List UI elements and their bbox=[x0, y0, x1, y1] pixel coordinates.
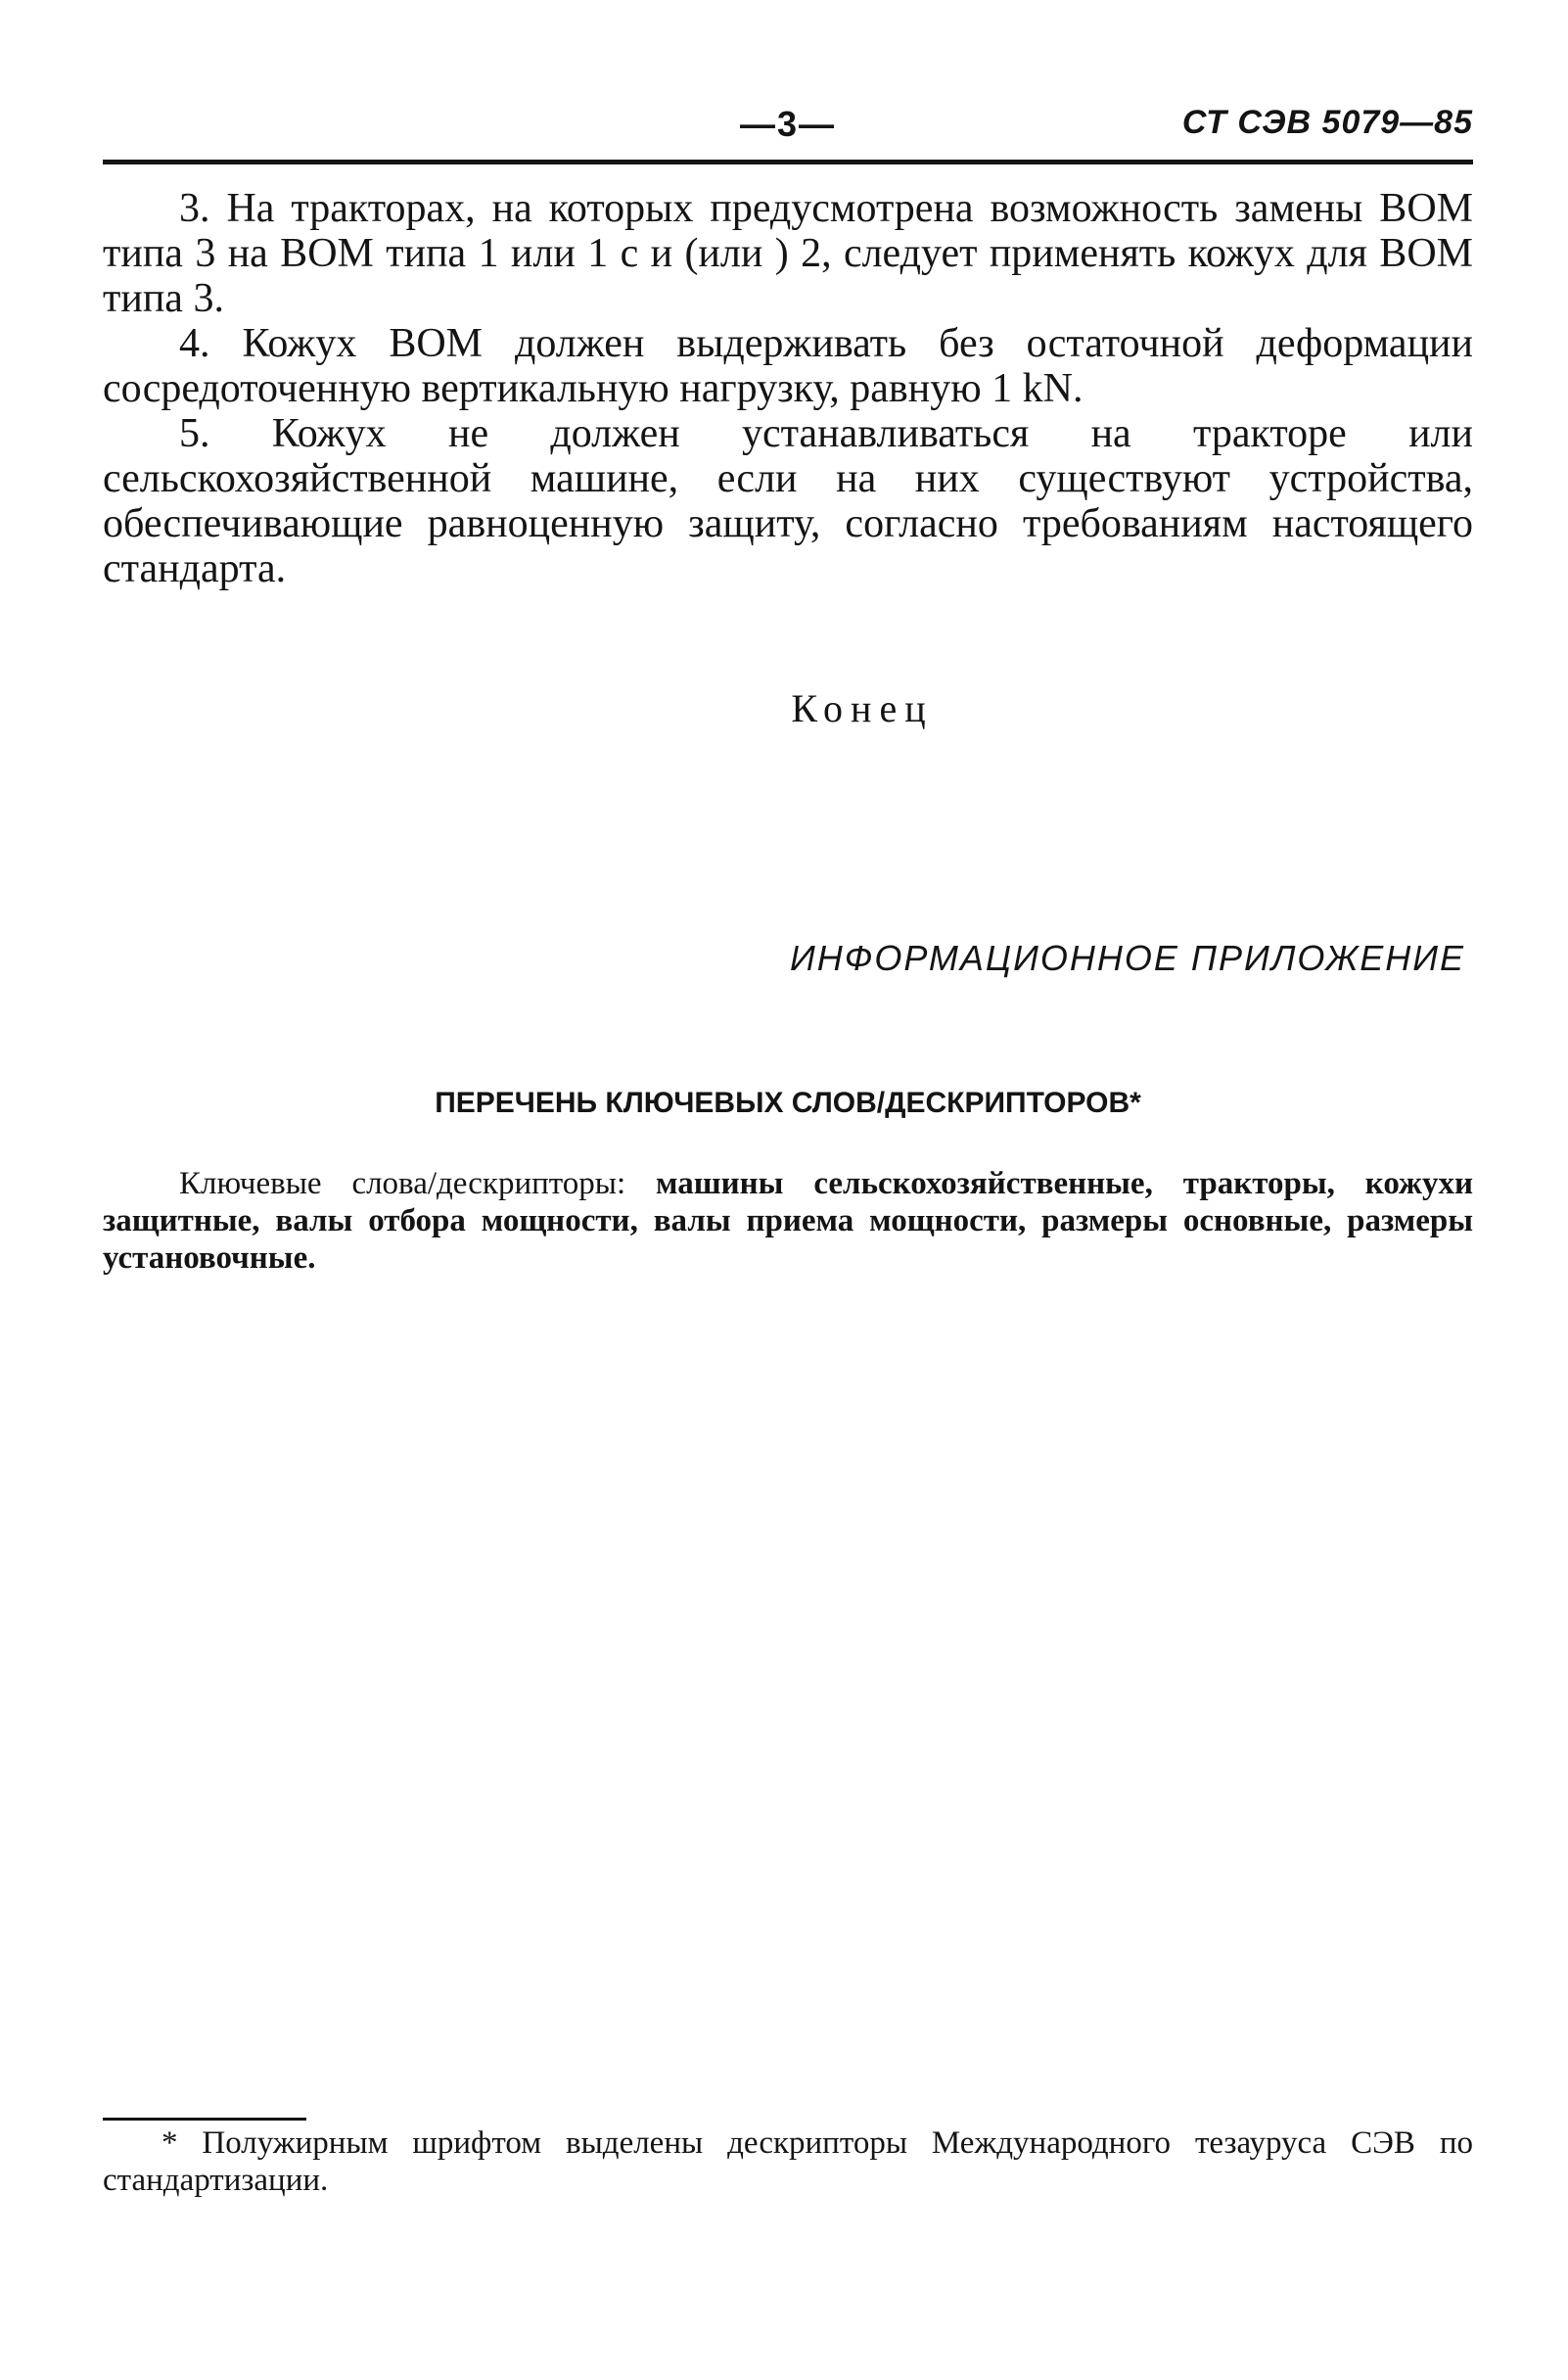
page-number: —3— bbox=[739, 104, 837, 144]
keywords-list: машины сельскохозяйственные, тракторы, кожухи защитные, валы отбора мощности, валы приема мощности, размеры основные, размеры установочные. bbox=[103, 1166, 1473, 1276]
page-header bbox=[103, 98, 1473, 166]
keywords-prefix: Ключевые слова/дескрипторы: bbox=[179, 1166, 657, 1201]
paragraph-4: 4. Кожух ВОМ должен выдерживать без остаточной деформации сосредоточенную вертикальную нагрузку, равную 1 kN. bbox=[103, 321, 1473, 411]
paragraph-3: 3. На тракторах, на которых предусмотрена возможность замены ВОМ типа 3 на ВОМ типа 1 или 1 с и (или ) 2, следует применять кожух для ВОМ типа 3. bbox=[103, 186, 1473, 321]
keywords-title: ПЕРЕЧЕНЬ КЛЮЧЕВЫХ СЛОВ/ДЕСКРИПТОРОВ* bbox=[435, 1087, 1141, 1119]
appendix-label: ИНФОРМАЦИОННОЕ ПРИЛОЖЕНИЕ bbox=[789, 938, 1465, 978]
keywords-paragraph bbox=[103, 1165, 1473, 1277]
standard-code: СТ СЭВ 5079—85 bbox=[1181, 104, 1473, 141]
header-divider bbox=[103, 160, 1473, 164]
paragraph-5: 5. Кожух не должен устанавливаться на тракторе или сельскохозяйственной машине, если на них существуют устройства, обеспечивающие равноценную защиту, согласно требованиям настоящего стандарта. bbox=[103, 411, 1473, 591]
footnote-divider bbox=[103, 2118, 306, 2121]
end-marker: Конец bbox=[791, 686, 934, 730]
footnote: * Полужирным шрифтом выделены дескрипторы Международного тезауруса СЭВ по стандартизации. bbox=[103, 2125, 1473, 2198]
body-text bbox=[103, 186, 1473, 591]
